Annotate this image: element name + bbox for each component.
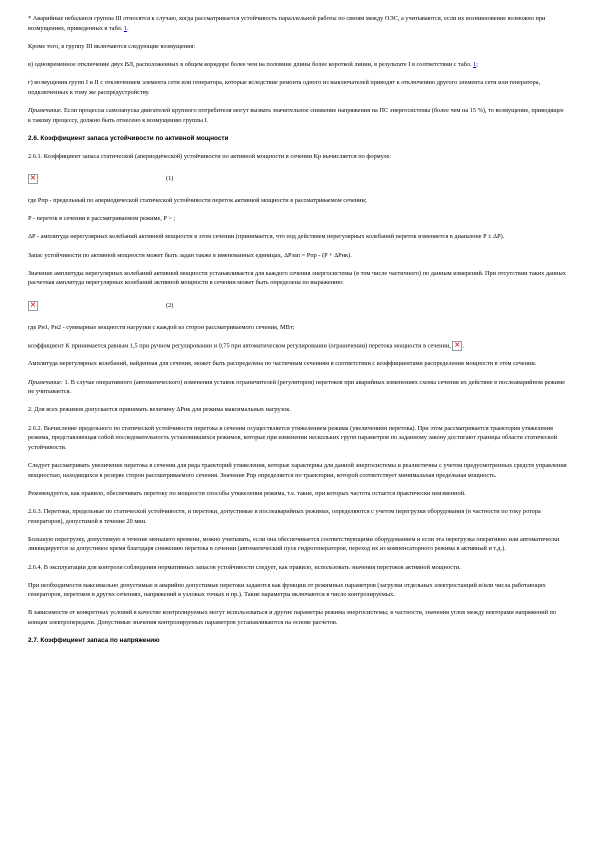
paragraph: где Pпр - предельный по апериодической статической устойчивости переток активной мощности в рассматриваемом сечении; bbox=[28, 197, 367, 205]
paragraph: 2.6.2. Вычисление предельного по статической устойчивости перетока в сечении осуществляется утяжелением режима (увеличением перетока). При этом рассматривается траектория утяжеления режима, представляющая собой последовательность установившихся режимов, которые при изменении нескольких групп параметров по заданному закону достигают границы области статической устойчивости. bbox=[28, 424, 558, 451]
table-link[interactable]: 1 bbox=[473, 60, 477, 68]
broken-image-icon bbox=[28, 174, 38, 184]
paragraph: Значение амплитуды нерегулярных колебаний активной мощности устанавливается для каждого сечения энергосистемы (в том числе частичного) по данным измерений. При отсутствии таких данных расчетная амплитуда нерегулярных колебаний активной мощности в сечении может быть определена по выражению: bbox=[28, 269, 566, 287]
formula-1 bbox=[28, 170, 568, 188]
paragraph: Запас устойчивости по активной мощности может быть задан также в именованных единицах, ΔPзап = Pпр - (P + ΔPнк). bbox=[28, 251, 352, 259]
formula-2 bbox=[28, 297, 568, 315]
paragraph: Амплитуда нерегулярных колебаний, найденная для сечения, может быть распределена по частичным сечениям в соответствии с коэффициентами распределения мощности в этом сечении. bbox=[28, 360, 537, 368]
paragraph: коэффициент K принимается равным 1,5 при ручном регулировании и 0,75 при автоматическом регулировании (ограничении) перетока мощности в сечении, × . bbox=[28, 341, 568, 351]
document-body bbox=[28, 14, 568, 654]
equation-number: (2) bbox=[166, 301, 174, 309]
paragraph: Следует рассматривать увеличение перетока в сечении для ряда траекторий утяжеления, которые характерны для данной энергосистемы и реалистичны с учетом предусмотренных средств управления мощностью, находящихся в резерве сторон рассматриваемого сечения. Значение Pпр определяется по траектории, которой соответствует минимальная предельная мощность. bbox=[28, 461, 567, 479]
paragraph: в) одновременное отключение двух ВЛ, расположенных в общем коридоре более чем на половине длины более короткой линии, в результате I в соответствии с табл. 1; bbox=[28, 60, 478, 68]
paragraph: г) возмущения групп I и II с отключением элемента сети или генератора, которые вследствие ремонта одного из выключателей приводят к отключению другого элемента сети или генератора, подключенных к тому же распредустройству. bbox=[28, 79, 541, 96]
section-heading: 2.7. Коэффициент запаса по напряжению bbox=[28, 637, 160, 645]
paragraph: 2.6.4. В эксплуатации для контроля соблюдения нормативных запасов устойчивости следует, как правило, использовать значения перетоков активной мощности. bbox=[28, 563, 461, 571]
paragraph: Рекомендуется, как правило, обеспечивать перетоку по мощности способы утяжеления режима, т.е. такие, при которых частота остается практически неизменной. bbox=[28, 489, 466, 497]
broken-image-icon bbox=[452, 341, 462, 351]
paragraph: P - переток в сечении в рассматриваемом режиме, P > ; bbox=[28, 215, 176, 223]
section-heading: 2.6. Коэффициент запаса устойчивости по активной мощности bbox=[28, 134, 229, 142]
paragraph: ΔP - амплитуда нерегулярных колебаний активной мощности в этом сечении (принимается, что под действием нерегулярных колебаний переток изменяется в диапазоне P ± ΔP). bbox=[28, 233, 505, 241]
paragraph: 2.6.3. Перетоки, предельные по статической устойчивости, и перетоки, допустимые в послеаварийных режимах, определяются с учетом перегрузки оборудования (в частности по току ротора генераторов), допустимой в течение 20 мин. bbox=[28, 507, 541, 525]
table-link[interactable]: 1 bbox=[123, 24, 128, 32]
equation-number: (1) bbox=[166, 175, 174, 183]
paragraph: * Аварийные небаланси группы III относятся к случаю, когда рассматривается устойчивость параллельной работы по связям между ОЭС, а учитываются, если их возникновение возможно при возмущениях, приведенных в табл. 1. bbox=[28, 15, 546, 32]
note-paragraph: Примечание. Если процессы самозапуска двигателей крупного потребителя могут вызвать значительное снижение напряжения на ПС энергосистемы (более чем на 15 %), то возмущение, приводящее к такому процессу, должно быть отнесено к возмущению группы I. bbox=[28, 106, 564, 124]
paragraph: Большую перегрузку, допустимую в течение меньшего времени, можно учитывать, если она обеспечивается соответствующими оборудованием и если эта перегрузка оперативно или автоматически ликвидируется за допустимое время благодаря снижению перетока в сечении (автоматический пуск гидрогенераторов, переход их из компенсаторного режима в активный и т.д.). bbox=[28, 535, 560, 553]
paragraph: В зависимости от конкретных условий в качестве контролируемых могут использоваться и другие параметры режима энергосистемы; в частности, значения углов между векторами напряжений по концам электропередачи. Допустимые значения контролируемых параметров устанавливаются на основе расчетов. bbox=[28, 609, 557, 627]
paragraph: При необходимости максимально допустимые и аварийно допустимые перетоки задаются как функции от режимных параметров (загрузки отдельных электростанций и/или числа работающих генераторов, перетоков в других сечениях, напряжений в узловых точках и пр.). Такие параметры включаются в число контролируемых. bbox=[28, 581, 546, 599]
note-paragraph: Примечание: 1. В случае оперативного (автоматического) изменения уставок ограничителей (регуляторов) перетоков при аварийных изменениях схемы сечения их действие в послеаварийном режиме не учитывается. bbox=[28, 378, 565, 396]
paragraph: 2. Для всех режимов допускается принимать величину ΔPнк для режима максимальных нагрузок. bbox=[28, 406, 291, 414]
paragraph: где Pн1, Pн2 - суммарные мощности нагрузки с каждой из сторон рассматриваемого сечения, МВт; bbox=[28, 323, 295, 331]
broken-image-icon bbox=[28, 301, 38, 311]
paragraph: 2.6.1. Коэффициент запаса статической (апериодической) устойчивости по активной мощности в сечении Kp вычисляется по формуле: bbox=[28, 152, 392, 160]
paragraph: Кроме того, в группу III включаются следующие возмущения: bbox=[28, 42, 196, 50]
